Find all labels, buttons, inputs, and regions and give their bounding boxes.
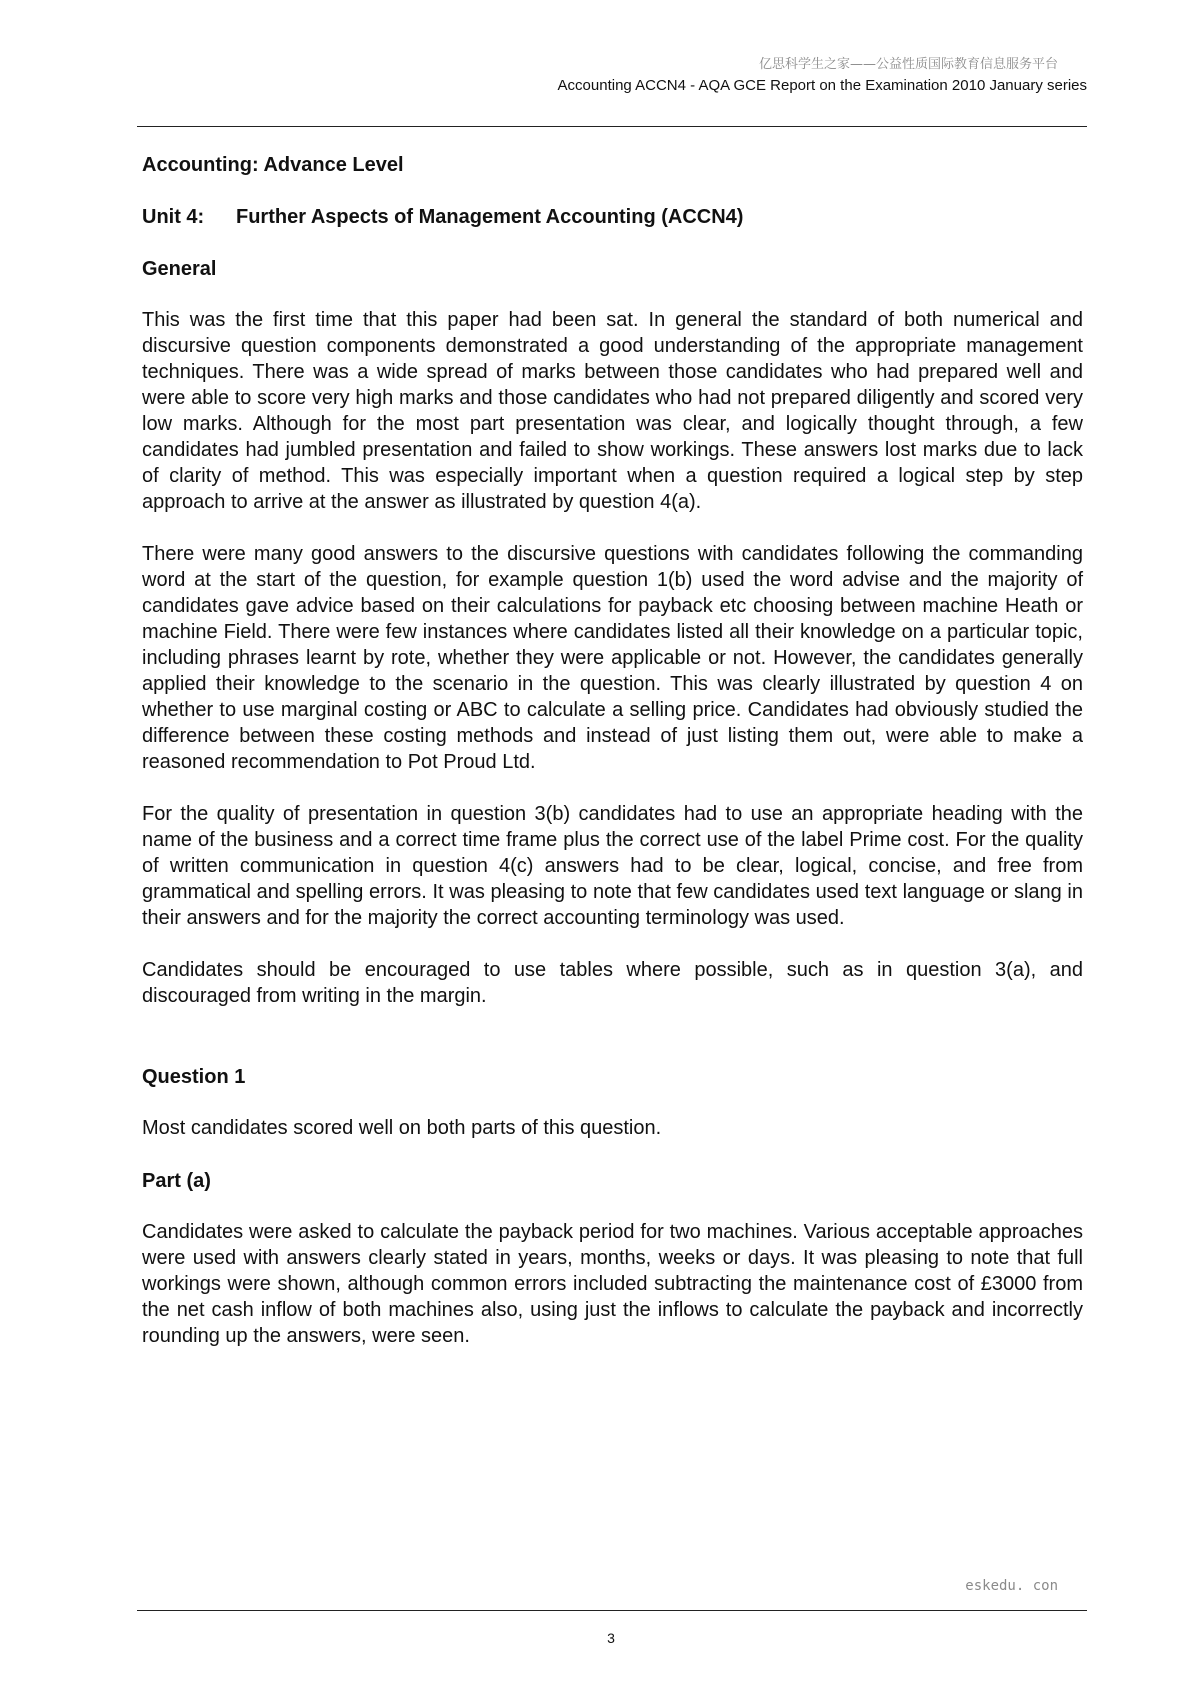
question-1-intro: Most candidates scored well on both parts of this question. xyxy=(142,1117,662,1139)
unit-title: Further Aspects of Management Accounting (ACCN4) xyxy=(236,206,744,228)
header-report-title: Accounting ACCN4 - AQA GCE Report on the Examination 2010 January series xyxy=(557,77,1087,94)
footer-divider xyxy=(137,1610,1087,1611)
general-heading: General xyxy=(142,258,217,280)
document-body xyxy=(142,153,1083,1349)
footer-site-mark: eskedu. con xyxy=(965,1578,1058,1594)
part-a-heading: Part (a) xyxy=(142,1170,211,1192)
general-paragraph-1: This was the first time that this paper had been sat. In general the standard of both numerical and discursive question components demonstrated a good understanding of the appropriate management techniques. There was a wide spread of marks between those candidates who had prepared well and were able to score very high marks and those candidates who had not prepared diligently and scored very low marks. Although for the most part presentation was clear, and logically thought through, a few candidates had jumbled presentation and failed to show workings. These answers lost marks due to lack of clarity of method. This was especially important when a question required a logical step by step approach to arrive at the answer as illustrated by question 4(a). xyxy=(142,309,1083,513)
general-paragraph-2: There were many good answers to the discursive questions with candidates following the commanding word at the start of the question, for example question 1(b) used the word advise and the majority of candidates gave advice based on their calculations for payback etc choosing between machine Heath or machine Field. There were few instances where candidates listed all their knowledge on a particular topic, including phrases learnt by rote, whether they were applicable or not. However, the candidates generally applied their knowledge to the scenario in the question. This was clearly illustrated by question 4 on whether to use marginal costing or ABC to calculate a selling price. Candidates had obviously studied the difference between these costing methods and instead of just listing them out, were able to make a reasoned recommendation to Pot Proud Ltd. xyxy=(142,543,1083,773)
header-watermark-cn: 亿思科学生之家——公益性质国际教育信息服务平台 xyxy=(758,57,1058,72)
header-divider xyxy=(137,126,1087,127)
unit-heading xyxy=(142,205,1083,229)
unit-number: Unit 4: xyxy=(142,206,205,228)
level-heading: Accounting: Advance Level xyxy=(142,154,404,176)
question-1-heading: Question 1 xyxy=(142,1066,246,1088)
general-paragraph-3: For the quality of presentation in question 3(b) candidates had to use an appropriate heading with the name of the business and a correct time frame plus the correct use of the label Prime cost. For the quality of written communication in question 4(c) answers had to be clear, logical, concise, and free from grammatical and spelling errors. It was pleasing to note that few candidates used text language or slang in their answers and for the majority the correct accounting terminology was used. xyxy=(142,803,1083,929)
general-paragraph-4: Candidates should be encouraged to use tables where possible, such as in question 3(a), and discouraged from writing in the margin. xyxy=(142,959,1083,1007)
page-number: 3 xyxy=(607,1630,615,1646)
part-a-paragraph: Candidates were asked to calculate the payback period for two machines. Various acceptable approaches were used with answers clearly stated in years, months, weeks or days. It was pleasing to note that full workings were shown, although common errors included subtracting the maintenance cost of £3000 from the net cash inflow of both machines also, using just the inflows to calculate the payback and incorrectly rounding up the answers, were seen. xyxy=(142,1221,1083,1347)
